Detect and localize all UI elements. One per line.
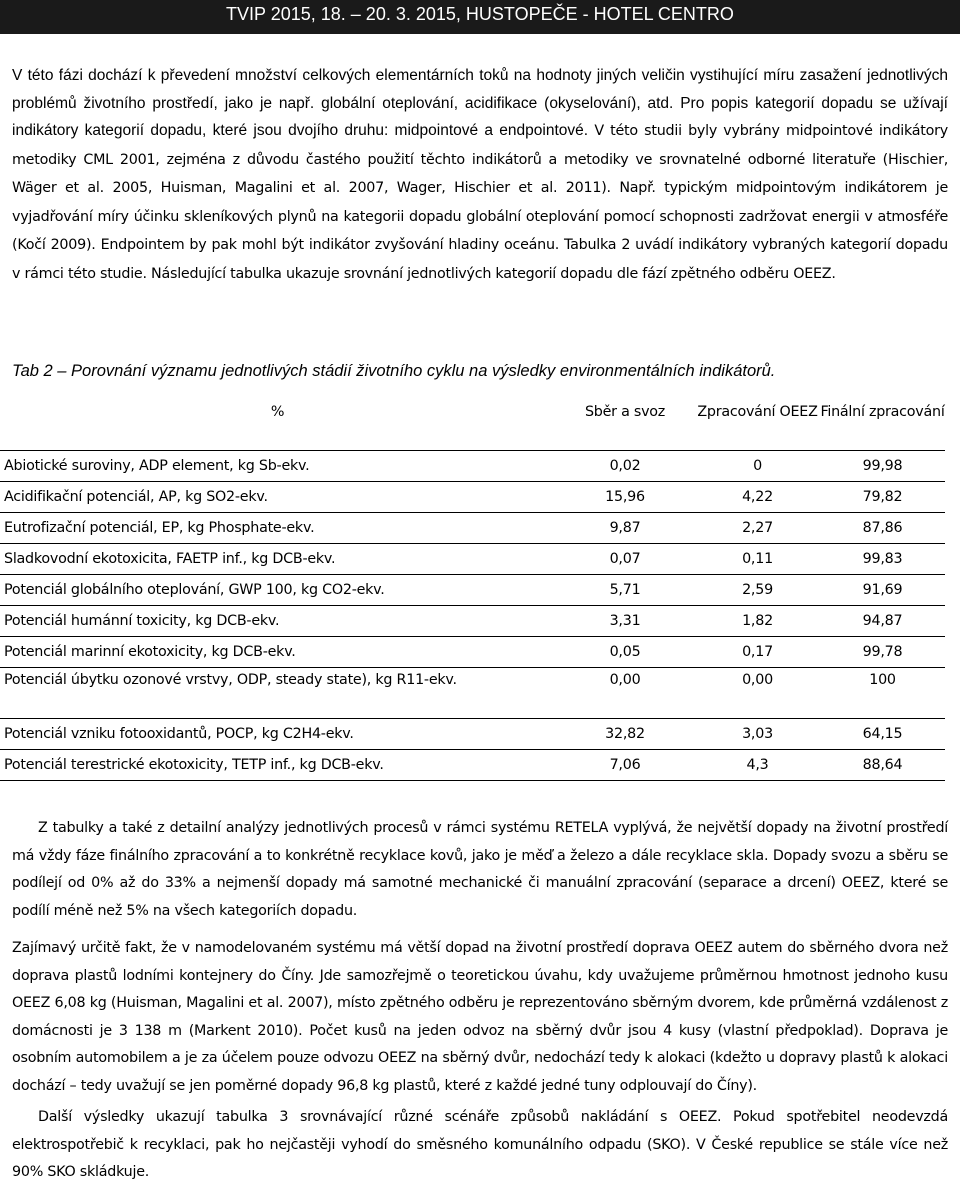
- indicator-table: [0, 400, 945, 781]
- table-row: [0, 544, 945, 575]
- results-paragraph: Z tabulky a také z detailní analýzy jednotlivých procesů v rámci systému RETELA vyplývá, že největší dopady na životní prostředí má vždy fáze finálního zpracování a to konkrétně recyklace kovů, jako je měď a železo a dále recyklace skla. Dopady svozu a sběru se podílejí od 0% až do 33% a nejmenší dopady má samotné mechanické či manuální zpracování (separace a drcení) OEEZ, které se podílí méně než 5% na všech kategoriích dopadu.: [12, 820, 948, 919]
- intro-text-arial: V této fázi dochází k převedení množství celkových elementárních toků na hodnoty jiných veličin vystihující míru zasažení jednotlivých problémů životního prostředí, jako je např. globální oteplování, acidifikace (okyselování), atd. Pro popis kategorií dopadu se užívají indikátory kategorií dopadu, které jsou dvojího druhu: midpointové a endpointové.: [12, 67, 948, 139]
- header-category: %: [0, 400, 555, 451]
- transport-paragraph: Zajímavý určitě fakt, že v namodelovaném systému má větší dopad na životní prostředí doprava OEEZ autem do sběrného dvora než doprava plastů lodními kontejnery do Číny. Jde samozřejmě o teoretickou úvahu, kdy uvažujeme průměrnou hmotnost jednoho kusu OEEZ 6,08 kg (Huisman, Magalini et al. 2007), místo zpětného odběru je reprezentováno sběrným dvorem, kde průměrná vzdálenost z domácnosti je 3 138 m (Markent 2010). Počet kusů na jeden odvoz na sběrný dvůr jsou 4 kusy (vlastní předpoklad). Doprava je osobním automobilem a je za účelem pouze odvozu OEEZ na sběrný dvůr, nedochází tedy k alokaci (kdežto u dopravy plastů k alokaci dochází – tedy uvažují se jen poměrné dopady 96,8 kg plastů, které z každé jedné tuny odplouvají do Číny).: [12, 940, 948, 1094]
- value-cell: 0,05: [555, 637, 695, 668]
- value-cell: 0,07: [555, 544, 695, 575]
- value-cell: 0,00: [555, 668, 695, 719]
- table-caption: Tab 2 – Porovnání významu jednotlivých stádií životního cyklu na výsledky environmentálních indikátorů.: [12, 362, 776, 380]
- value-cell: 9,87: [555, 513, 695, 544]
- value-cell: 2,59: [695, 575, 820, 606]
- impact-category-cell: Potenciál globálního oteplování, GWP 100, kg CO2-ekv.: [0, 575, 555, 606]
- table-row: [0, 668, 945, 719]
- value-cell: 79,82: [820, 482, 945, 513]
- value-cell: 0,17: [695, 637, 820, 668]
- value-cell: 15,96: [555, 482, 695, 513]
- value-cell: 0,02: [555, 451, 695, 482]
- table-row: [0, 513, 945, 544]
- value-cell: 91,69: [820, 575, 945, 606]
- value-cell: 99,83: [820, 544, 945, 575]
- value-cell: 5,71: [555, 575, 695, 606]
- table-row: [0, 719, 945, 750]
- value-cell: 7,06: [555, 750, 695, 781]
- impact-category-cell: Potenciál marinní ekotoxicity, kg DCB-ekv.: [0, 637, 555, 668]
- header-collection: Sběr a svoz: [555, 400, 695, 451]
- value-cell: 88,64: [820, 750, 945, 781]
- header-final: Finální zpracování: [820, 400, 945, 451]
- running-header: [0, 0, 960, 34]
- value-cell: 0: [695, 451, 820, 482]
- value-cell: 3,03: [695, 719, 820, 750]
- value-cell: 4,3: [695, 750, 820, 781]
- value-cell: 32,82: [555, 719, 695, 750]
- impact-category-cell: Potenciál vzniku fotooxidantů, POCP, kg C2H4-ekv.: [0, 719, 555, 750]
- value-cell: 4,22: [695, 482, 820, 513]
- value-cell: 0,11: [695, 544, 820, 575]
- header-title: TVIP 2015, 18. – 20. 3. 2015, HUSTOPEČE - HOTEL CENTRO: [226, 4, 734, 24]
- table-row: [0, 637, 945, 668]
- scenario-paragraph: Další výsledky ukazují tabulka 3 srovnávající různé scénáře způsobů nakládání s OEEZ. Pokud spotřebitel neodevzdá elektrospotřebič k recyklaci, pak ho nejčastěji vyhodí do směsného komunálního odpadu (SKO). V České republice se stále více než 90% SKO skládkuje.: [12, 1109, 948, 1180]
- table-header-row: [0, 400, 945, 451]
- impact-category-cell: Sladkovodní ekotoxicita, FAETP inf., kg DCB-ekv.: [0, 544, 555, 575]
- value-cell: 1,82: [695, 606, 820, 637]
- value-cell: 64,15: [820, 719, 945, 750]
- value-cell: 2,27: [695, 513, 820, 544]
- value-cell: 3,31: [555, 606, 695, 637]
- value-cell: 0,00: [695, 668, 820, 719]
- value-cell: 99,98: [820, 451, 945, 482]
- impact-category-cell: Acidifikační potenciál, AP, kg SO2-ekv.: [0, 482, 555, 513]
- table-row: [0, 750, 945, 781]
- intro-paragraph: [12, 62, 948, 288]
- impact-category-cell: Potenciál terestrické ekotoxicity, TETP inf., kg DCB-ekv.: [0, 750, 555, 781]
- impact-category-cell: Eutrofizační potenciál, EP, kg Phosphate-ekv.: [0, 513, 555, 544]
- impact-category-cell: Potenciál úbytku ozonové vrstvy, ODP, steady state), kg R11-ekv.: [0, 668, 555, 719]
- value-cell: 94,87: [820, 606, 945, 637]
- value-cell: 99,78: [820, 637, 945, 668]
- intro-text-calibri: V této studii byly vybrány midpointové indikátory metodiky CML 2001, zejména z důvodu častého použití těchto indikátorů a metodiky ve srovnatelné odborné literatuře (Hischier, Wäger et al. 2005, Huisman, Magalini et al. 2007, Wager, Hischier et al. 2011). Např. typickým midpointovým indikátorem je vyjadřování míry účinku skleníkových plynů na kategorii dopadu globální oteplování pomocí schopnosti zadržovat energii v atmosféře (Kočí 2009). Endpointem by pak mohl být indikátor zvyšování hladiny oceánu. Tabulka 2 uvádí indikátory vybraných kategorií dopadu v rámci této studie. Následující tabulka ukazuje srovnání jednotlivých kategorií dopadu dle fází zpětného odběru OEEZ.: [12, 123, 948, 282]
- header-processing: Zpracování OEEZ: [695, 400, 820, 451]
- table-row: [0, 606, 945, 637]
- table-row: [0, 451, 945, 482]
- value-cell: 100: [820, 668, 945, 719]
- impact-category-cell: Abiotické suroviny, ADP element, kg Sb-ekv.: [0, 451, 555, 482]
- table-row: [0, 575, 945, 606]
- impact-category-cell: Potenciál humánní toxicity, kg DCB-ekv.: [0, 606, 555, 637]
- value-cell: 87,86: [820, 513, 945, 544]
- table-row: [0, 482, 945, 513]
